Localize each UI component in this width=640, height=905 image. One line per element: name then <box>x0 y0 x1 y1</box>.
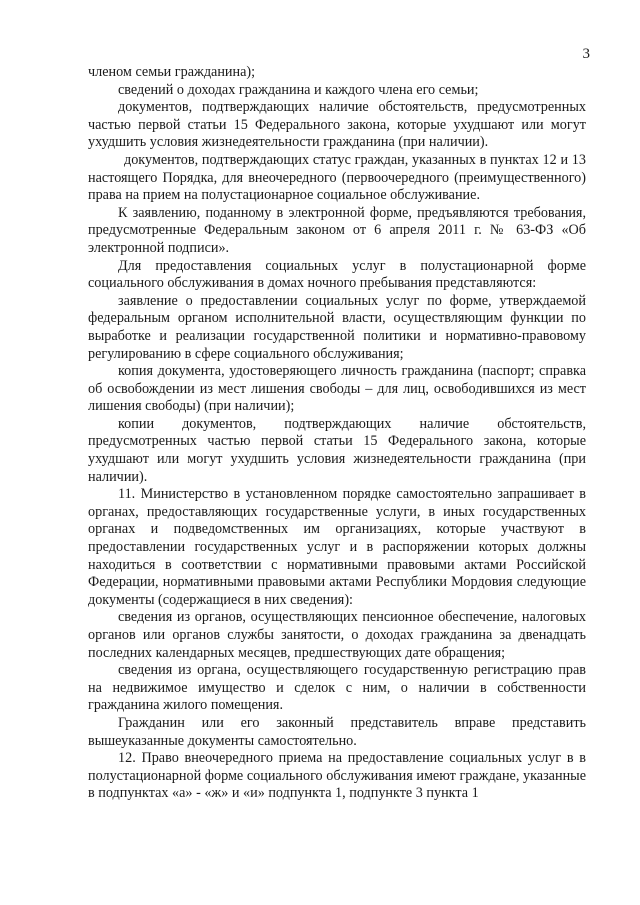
paragraph: сведения из органа, осуществляющего государственную регистрацию прав на недвижимое имущество и сделок с ним, о наличии в собственности гражданина жилого помещения. <box>88 662 586 714</box>
paragraph: сведений о доходах гражданина и каждого члена его семьи; <box>118 81 479 98</box>
paragraph: документов, подтверждающих статус граждан, указанных в пунктах 12 и 13 настоящего Порядка, для внеочередного (первоочередного (преимущественного) права на прием на полустационарное социальное обслуживание. <box>88 151 586 204</box>
document-body <box>88 64 586 803</box>
page-number: 3 <box>582 46 590 62</box>
paragraph: копии документов, подтверждающих наличие обстоятельств, предусмотренных частью первой статьи 15 Федерального закона, которые ухудшают или могут ухудшить условия жизнедеятельности гражданина (при наличии). <box>88 415 586 485</box>
paragraph: членом семьи гражданина); <box>88 64 256 80</box>
paragraph: 12. Право внеочередного приема на предоставление социальных услуг в в полустационарной форме социального обслуживания имеют граждане, указанные в подпунктах «а» - «ж» и «и» подпункта 1, подпункте 3 пункта 1 <box>88 750 586 802</box>
paragraph: сведения из органов, осуществляющих пенсионное обеспечение, налоговых органов или органов службы занятости, о доходах гражданина за двенадцать последних календарных месяцев, предшествующих дате обращения; <box>88 609 586 661</box>
paragraph: документов, подтверждающих наличие обстоятельств, предусмотренных частью первой статьи 15 Федерального закона, которые ухудшают или могут ухудшить условия жизнедеятельности гражданина (при наличии). <box>88 99 586 151</box>
paragraph: 11. Министерство в установленном порядке самостоятельно запрашивает в органах, предоставляющих государственные услуги, в иных государственных органах и подведомственных им организациях, которые участвуют в предоставлении государственных услуг и в распоряжении которых должны находиться в соответствии с нормативными правовыми актами Российской Федерации, нормативными правовыми актами Республики Мордовия следующие документы (содержащиеся в них сведения): <box>88 486 586 608</box>
paragraph: копия документа, удостоверяющего личность гражданина (паспорт; справка об освобождении из мест лишения свободы – для лиц, освободившихся из мест лишения свободы) (при наличии); <box>88 363 586 415</box>
paragraph: заявление о предоставлении социальных услуг по форме, утверждаемой федеральным органом исполнительной власти, осуществляющим функции по выработке и реализации государственной политики и нормативно-правовому регулированию в сфере социального обслуживания; <box>88 292 586 362</box>
paragraph: К заявлению, поданному в электронной форме, предъявляются требования, предусмотренные Федеральным законом от 6 апреля 2011 г. № 63-ФЗ «Об электронной подписи». <box>88 204 586 256</box>
paragraph: Гражданин или его законный представитель вправе представить вышеуказанные документы самостоятельно. <box>88 714 586 749</box>
paragraph: Для предоставления социальных услуг в полустационарной форме социального обслуживания в домах ночного пребывания представляются: <box>88 257 586 292</box>
